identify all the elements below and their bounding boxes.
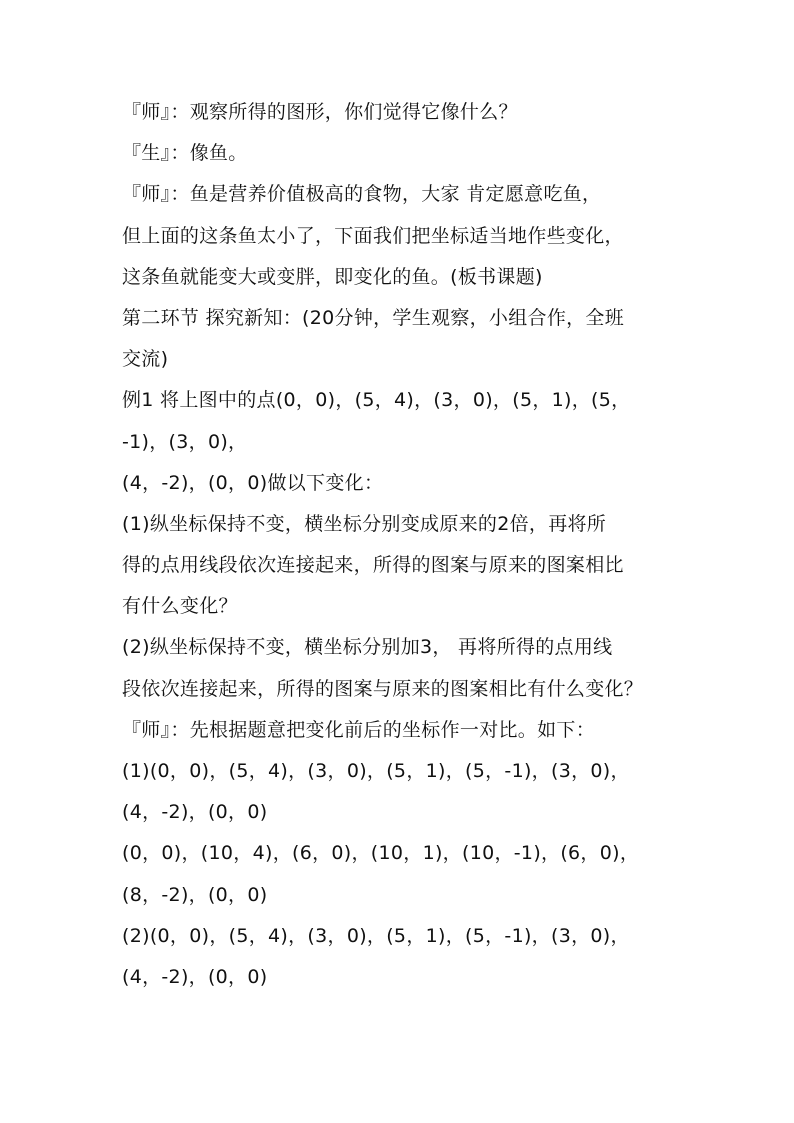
question-2: (2)纵坐标保持不变，横坐标分别加3， 再将所得的点用线: [122, 636, 613, 659]
question-1-cont: 得的点用线段依次连接起来，所得的图案与原来的图案相比: [122, 554, 624, 577]
coordinates-transformed-1-cont: (8，-2)，(0，0): [122, 883, 268, 906]
dialogue-teacher-compare: 『师』：先根据题意把变化前后的坐标作一对比。如下：: [122, 718, 596, 741]
document-body: [122, 100, 682, 1006]
coordinates-original-1-cont: (4，-2)，(0，0): [122, 801, 268, 824]
question-2-cont: 段依次连接起来，所得的图案与原来的图案相比有什么变化？: [122, 677, 644, 700]
coordinates-original-1: (1)(0，0)，(5，4)，(3，0)，(5，1)，(5，-1)，(3，0)，: [122, 760, 630, 782]
coordinates-original-2-cont: (4，-2)，(0，0): [122, 965, 268, 988]
dialogue-teacher-question: 『师』：观察所得的图形，你们觉得它像什么？: [122, 101, 518, 123]
example-statement-cont: -1)，(3，0)，: [122, 430, 248, 453]
dialogue-student-answer: 『生』：像鱼。: [122, 142, 248, 165]
paragraph-line: 这条鱼就能变大或变胖，即变化的鱼。(板书课题): [122, 265, 543, 288]
example-statement: 例1 将上图中的点(0，0)，(5，4)，(3，0)，(5，1)，(5，: [122, 389, 631, 412]
paragraph-line: 但上面的这条鱼太小了，下面我们把坐标适当地作些变化，: [122, 224, 624, 247]
example-statement-cont: (4，-2)，(0，0)做以下变化：: [122, 471, 384, 494]
question-1: (1)纵坐标保持不变，横坐标分别变成原来的2倍，再将所: [122, 512, 607, 535]
coordinates-original-2: (2)(0，0)，(5，4)，(3，0)，(5，1)，(5，-1)，(3，0)，: [122, 924, 630, 947]
dialogue-teacher-fish: 『师』：鱼是营养价值极高的食物，大家 肯定愿意吃鱼，: [122, 183, 602, 206]
section-heading: 第二环节 探究新知：(20分钟，学生观察，小组合作，全班: [122, 306, 625, 329]
coordinates-transformed-1: (0，0)，(10，4)，(6，0)，(10，1)，(10，-1)，(6，0)，: [122, 842, 640, 865]
section-heading-cont: 交流): [122, 348, 169, 371]
question-1-cont: 有什么变化？: [122, 595, 238, 618]
